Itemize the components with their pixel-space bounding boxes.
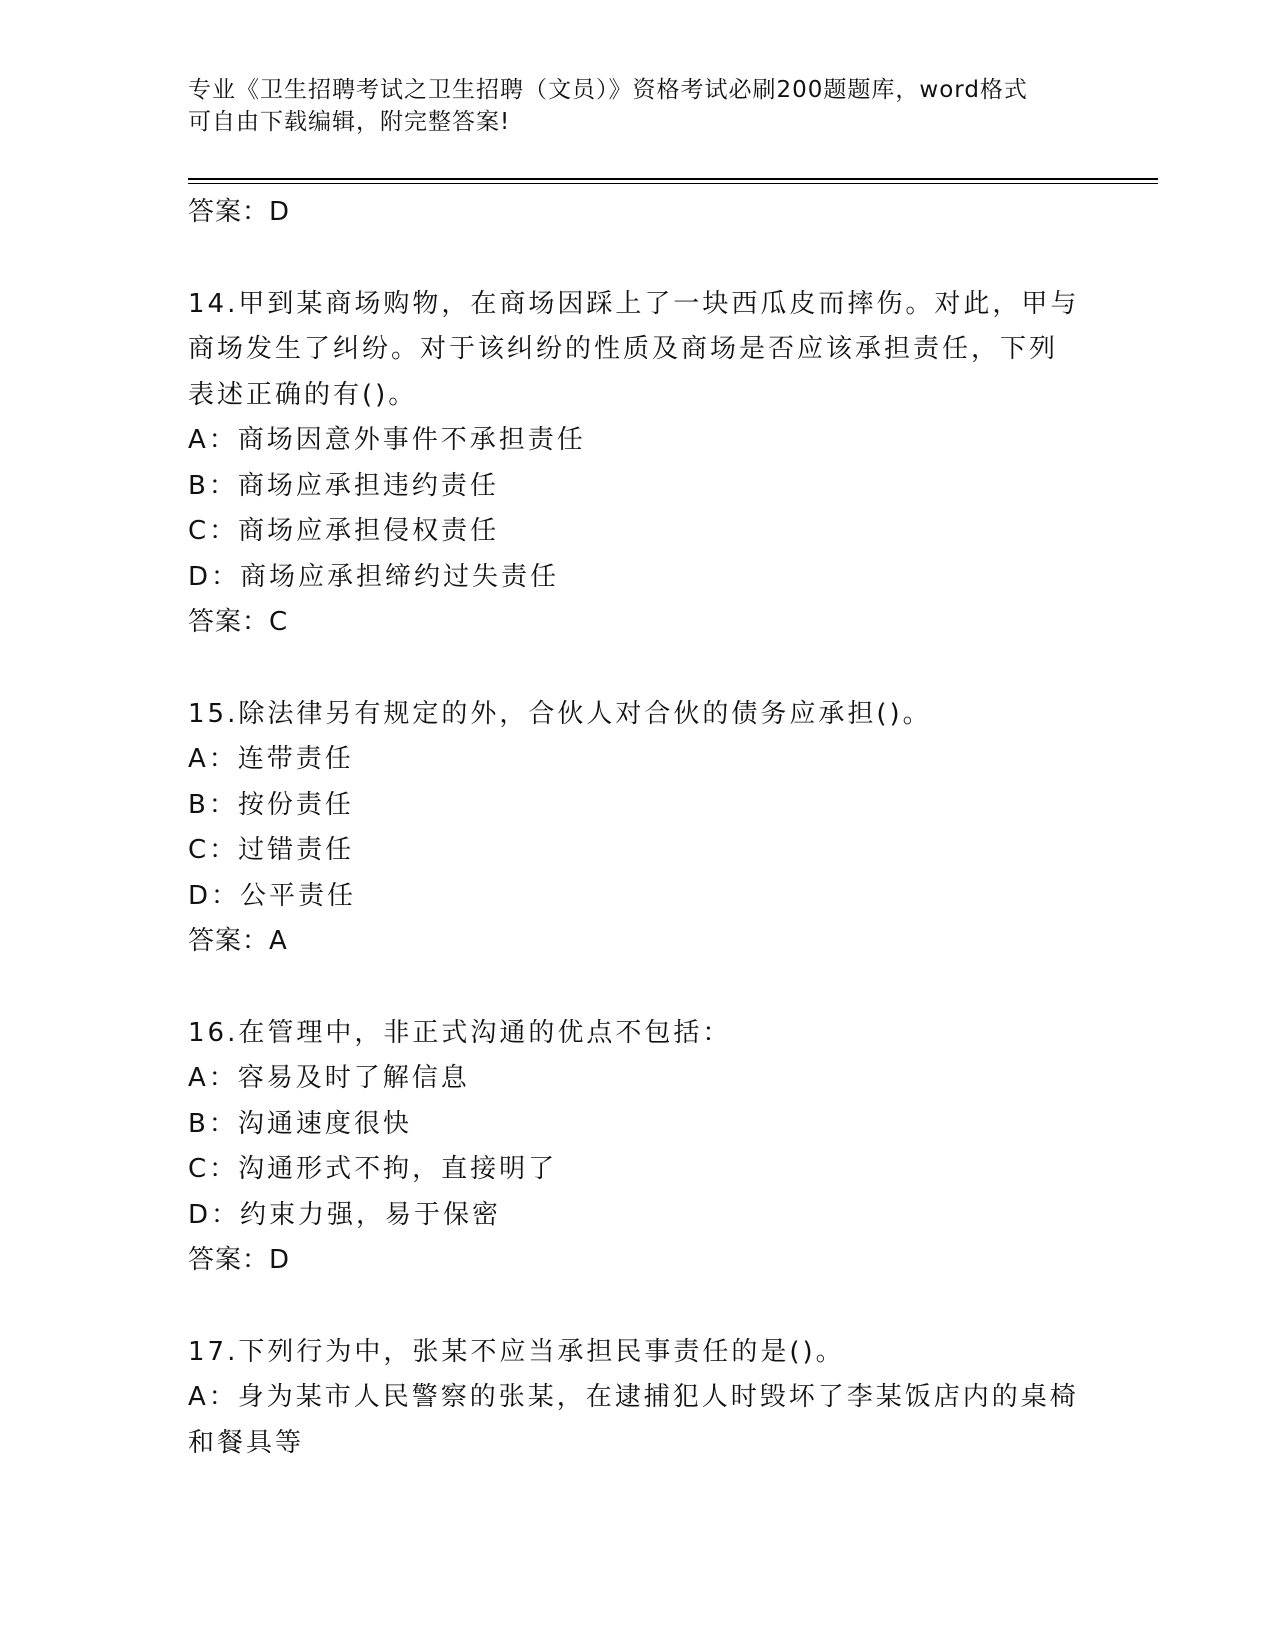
question-stem: 16.在管理中，非正式沟通的优点不包括：: [188, 1017, 732, 1048]
question-block: [188, 282, 1088, 646]
question-stem: 表述正确的有()。: [188, 379, 418, 410]
answer-line: 答案：C: [188, 607, 289, 637]
option-c: C：商场应承担侵权责任: [188, 516, 500, 546]
question-stem: 商场发生了纠纷。对于该纠纷的性质及商场是否应该承担责任，下列: [188, 334, 1059, 364]
option-d: D：商场应承担缔约过失责任: [188, 561, 560, 592]
option-c: C：沟通形式不拘，直接明了: [188, 1154, 558, 1184]
header-divider: [188, 183, 1158, 184]
option-a: A：商场因意外事件不承担责任: [188, 425, 586, 455]
answer-line: 答案：D: [188, 197, 291, 227]
option-a: A：连带责任: [188, 744, 354, 774]
question-block: [188, 1011, 1088, 1284]
option-a: A：容易及时了解信息: [188, 1063, 470, 1093]
question-list: [188, 190, 1088, 1466]
option-b: B：沟通速度很快: [188, 1108, 412, 1139]
option-b: B：按份责任: [188, 789, 354, 820]
option-a: A：身为某市人民警察的张某，在逮捕犯人时毁坏了李某饭店内的桌椅: [188, 1382, 1079, 1412]
option-b: B：商场应承担违约责任: [188, 470, 499, 501]
answer-line: 答案：A: [188, 926, 288, 956]
question-block: [188, 692, 1088, 965]
question-stem: 15.除法律另有规定的外，合伙人对合伙的债务应承担()。: [188, 698, 932, 729]
header-line: 专业《卫生招聘考试之卫生招聘（文员）》资格考试必刷200题题库，word格式: [188, 77, 1028, 103]
option-c: C：过错责任: [188, 835, 355, 865]
question-stem: 14.甲到某商场购物，在商场因踩上了一块西瓜皮而摔伤。对此，甲与: [188, 288, 1080, 319]
option-a-continued: 和餐具等: [188, 1427, 305, 1458]
question-stem: 17.下列行为中，张某不应当承担民事责任的是()。: [188, 1336, 845, 1367]
answer-line: 答案：D: [188, 1245, 291, 1275]
question-block: [188, 1330, 1088, 1467]
option-d: D：公平责任: [188, 880, 357, 911]
header-line: 可自由下载编辑，附完整答案!: [188, 109, 511, 135]
option-d: D：约束力强，易于保密: [188, 1199, 502, 1230]
document-header: [188, 74, 1068, 138]
header-divider: [188, 178, 1158, 180]
